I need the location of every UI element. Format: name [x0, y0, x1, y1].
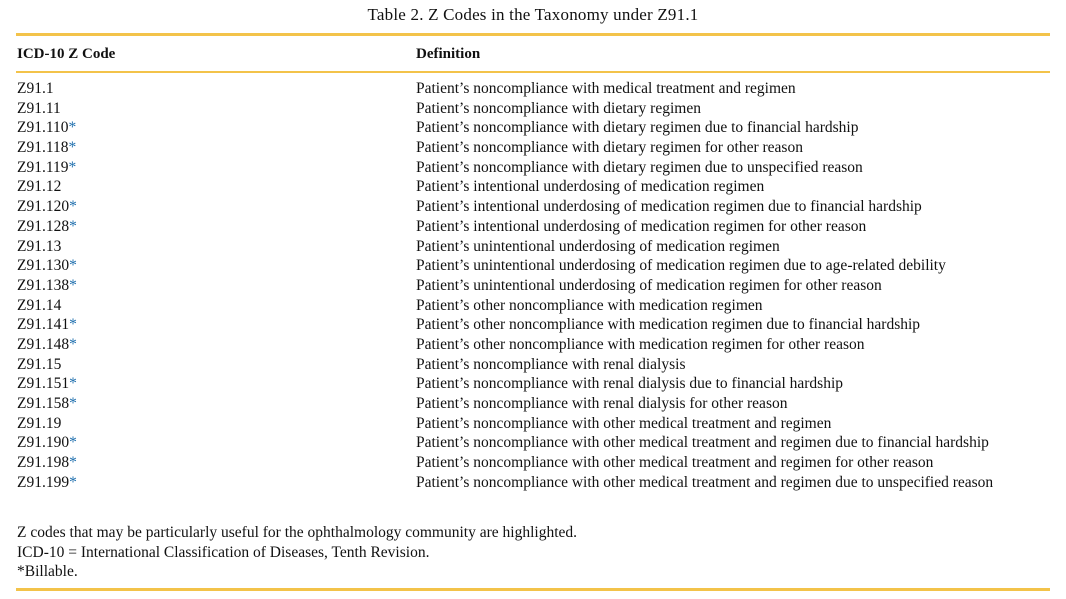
code-cell — [17, 276, 77, 296]
table-title: Table 2. Z Codes in the Taxonomy under Z91.1 — [367, 5, 699, 24]
code-text: Z91.158 — [17, 395, 70, 412]
code-cell — [17, 414, 61, 434]
code-text: Z91.130 — [17, 257, 70, 275]
code-cell — [17, 453, 77, 473]
definition-cell: Patient’s intentional underdosing of medication regimen for other reason — [416, 217, 867, 235]
footnote-highlight: Z codes that may be particularly useful for the ophthalmology community are highlighted. — [17, 524, 578, 541]
billable-marker: * — [69, 375, 77, 393]
definition-cell: Patient’s noncompliance with renal dialysis due to financial hardship — [416, 375, 844, 393]
definition-cell: Patient’s other noncompliance with medication regimen for other reason — [416, 335, 865, 353]
table-row — [0, 217, 1066, 237]
definition-cell: Patient’s unintentional underdosing of medication regimen for other reason — [416, 276, 882, 294]
code-cell — [17, 433, 77, 453]
table-row — [0, 433, 1066, 453]
table-header-row — [0, 46, 1066, 66]
definition-cell: Patient’s noncompliance with dietary regimen for other reason — [416, 139, 803, 157]
code-cell — [17, 473, 77, 493]
table-row — [0, 197, 1066, 217]
table-row — [0, 473, 1066, 493]
definition-cell: Patient’s unintentional underdosing of medication regimen — [416, 237, 780, 255]
code-text: Z91.120 — [17, 198, 70, 216]
definition-cell: Patient’s intentional underdosing of medication regimen — [416, 178, 765, 196]
code-cell — [17, 374, 77, 394]
code-text: Z91.141 — [17, 316, 70, 334]
code-cell — [17, 99, 61, 119]
definition-cell: Patient’s noncompliance with dietary regimen due to unspecified reason — [416, 158, 863, 176]
code-text: Z91.118 — [17, 139, 69, 157]
table-footnotes — [17, 523, 577, 582]
code-cell — [17, 394, 77, 414]
code-text: Z91.190 — [17, 434, 70, 452]
table-row — [0, 79, 1066, 99]
billable-marker: * — [69, 395, 77, 412]
code-cell — [17, 296, 61, 316]
table-row — [0, 374, 1066, 394]
top-rule — [16, 33, 1050, 36]
table-row — [0, 355, 1066, 375]
code-text: Z91.13 — [17, 237, 62, 255]
code-text: Z91.19 — [17, 414, 62, 432]
table-row — [0, 256, 1066, 276]
billable-marker: * — [69, 217, 77, 235]
code-text: Z91.151 — [17, 375, 70, 393]
code-text: Z91.14 — [17, 296, 62, 314]
table-row — [0, 276, 1066, 296]
column-header-code: ICD-10 Z Code — [17, 46, 116, 62]
code-text: Z91.11 — [17, 99, 61, 117]
code-cell — [17, 256, 77, 276]
billable-marker: * — [69, 257, 77, 275]
table-row — [0, 453, 1066, 473]
code-text: Z91.128 — [17, 217, 70, 235]
billable-marker: * — [68, 158, 77, 176]
code-text: Z91.110 — [17, 119, 69, 137]
code-cell — [17, 158, 76, 178]
table-row — [0, 177, 1066, 197]
definition-cell: Patient’s other noncompliance with medication regimen — [416, 296, 763, 314]
table-row — [0, 315, 1066, 335]
footnote-icd10: ICD-10 = International Classification of Diseases, Tenth Revision. — [17, 543, 430, 561]
billable-marker: * — [68, 119, 77, 137]
table-row — [0, 237, 1066, 257]
code-text: Z91.119 — [17, 158, 69, 176]
code-text: Z91.138 — [17, 276, 70, 294]
table-row — [0, 335, 1066, 355]
definition-cell: Patient’s noncompliance with dietary regimen — [416, 99, 701, 117]
billable-marker: * — [69, 434, 77, 452]
definition-cell: Patient’s noncompliance with other medical treatment and regimen due to unspecified reason — [416, 473, 994, 491]
definition-cell: Patient’s noncompliance with medical treatment and regimen — [416, 80, 796, 97]
code-cell — [17, 335, 77, 355]
billable-marker: * — [68, 139, 77, 157]
definition-cell: Patient’s other noncompliance with medication regimen due to financial hardship — [416, 316, 921, 334]
bottom-rule — [16, 588, 1050, 591]
table-row — [0, 158, 1066, 178]
definition-cell: Patient’s noncompliance with dietary regimen due to financial hardship — [416, 119, 859, 137]
table-row — [0, 99, 1066, 119]
billable-marker: * — [69, 473, 77, 491]
definition-cell: Patient’s noncompliance with renal dialysis for other reason — [416, 395, 788, 412]
code-cell — [17, 315, 77, 335]
table-row — [0, 414, 1066, 434]
definition-cell: Patient’s noncompliance with other medical treatment and regimen — [416, 414, 832, 432]
table-row — [0, 296, 1066, 316]
billable-marker: * — [69, 316, 77, 334]
code-cell — [17, 118, 76, 138]
definition-cell: Patient’s unintentional underdosing of medication regimen due to age-related debility — [416, 257, 946, 275]
table-row — [0, 138, 1066, 158]
code-text: Z91.199 — [17, 473, 70, 491]
code-text: Z91.1 — [17, 80, 54, 97]
billable-marker: * — [69, 276, 77, 294]
code-cell — [17, 79, 54, 99]
code-cell — [17, 237, 61, 257]
column-header-definition: Definition — [416, 46, 481, 62]
code-text: Z91.198 — [17, 454, 70, 472]
code-cell — [17, 355, 61, 375]
code-cell — [17, 197, 77, 217]
billable-marker: * — [69, 198, 77, 216]
code-cell — [17, 138, 76, 158]
header-rule — [16, 71, 1050, 73]
table-body — [0, 79, 1066, 492]
definition-cell: Patient’s noncompliance with renal dialysis — [416, 355, 686, 373]
billable-marker: * — [69, 335, 77, 353]
code-text: Z91.15 — [17, 355, 62, 373]
table-row — [0, 394, 1066, 414]
billable-marker: * — [69, 454, 77, 472]
definition-cell: Patient’s noncompliance with other medical treatment and regimen for other reason — [416, 454, 934, 472]
code-text: Z91.148 — [17, 335, 70, 353]
footnote-billable: *Billable. — [17, 563, 78, 580]
code-cell — [17, 177, 61, 197]
code-text: Z91.12 — [17, 178, 62, 196]
definition-cell: Patient’s noncompliance with other medical treatment and regimen due to financial hardship — [416, 434, 989, 452]
definition-cell: Patient’s intentional underdosing of medication regimen due to financial hardship — [416, 198, 922, 216]
code-cell — [17, 217, 77, 237]
table-row — [0, 118, 1066, 138]
